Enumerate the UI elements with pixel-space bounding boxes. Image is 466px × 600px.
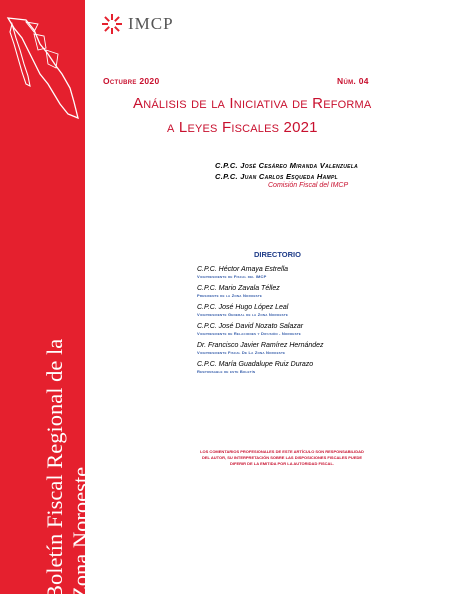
- authors: [215, 160, 358, 182]
- sidebar-title-line2: Zona Noroeste: [68, 466, 93, 600]
- document-title-line2: a Leyes Fiscales 2021: [167, 119, 318, 136]
- author-2: C.P.C. Juan Carlos Esqueda Hampl: [215, 172, 338, 181]
- document-title-line1: Análisis de la Iniciativa de Reforma: [133, 95, 372, 112]
- directory-member-role: Vicepresidente General de la Zona Noroeste: [197, 312, 289, 317]
- sidebar: [0, 0, 93, 600]
- directory-member-name: C.P.C. José David Nozato Salazar: [197, 323, 304, 330]
- directory-item: [197, 341, 324, 360]
- directory-member-name: C.P.C. José Hugo López Leal: [197, 304, 289, 311]
- directory-item: [197, 284, 324, 303]
- directory-list: [197, 265, 324, 379]
- directory-member-role: Vicepresidente de Fiscal del IMCP: [197, 274, 267, 279]
- disclaimer: LOS COMENTARIOS PROFESIONALES DE ESTE ARTÍCULO SON RESPONSABILIDAD DEL AUTOR, SU INTERPRETACIÓN SOBRE LAS DISPOSICIONES FISCALES PUEDE DIFERIR DE LA EMITIDA POR LA AUTORIDAD FISCAL.: [200, 449, 364, 466]
- logo-text: IMCP: [128, 14, 174, 33]
- directory-item: [197, 322, 324, 341]
- directory-member-role: Vicepresidente de Relaciones y Difusión - Noroeste: [197, 331, 302, 336]
- sidebar-title: [42, 339, 94, 600]
- directory-item: [197, 360, 324, 379]
- directory-member-role: Responsable de este Boletín: [197, 369, 256, 374]
- directory-member-name: C.P.C. Héctor Amaya Estrella: [197, 266, 289, 273]
- directory-member-role: Presidente de la Zona Noroeste: [197, 293, 263, 298]
- imcp-logo-icon: [102, 14, 122, 34]
- mexico-map-icon: [4, 14, 82, 124]
- issue-date: Octubre 2020: [103, 76, 160, 86]
- sidebar-title-line1: Boletín Fiscal Regional de la: [42, 338, 67, 600]
- directory-member-name: Dr. Francisco Javier Ramírez Hernández: [197, 342, 324, 349]
- commission-name: Comisión Fiscal del IMCP: [268, 182, 349, 189]
- directory-member-role: Vicepresidente Fiscal De La Zona Noroeste: [197, 350, 286, 355]
- issue-number: Núm. 04: [337, 76, 369, 86]
- directory-member-name: C.P.C. Mario Zavala Téllez: [197, 285, 280, 292]
- directory-member-name: C.P.C. María Guadalupe Ruiz Durazo: [197, 361, 314, 368]
- directory-heading: DIRECTORIO: [254, 250, 301, 259]
- imcp-logo: [102, 14, 174, 34]
- directory-item: [197, 265, 324, 284]
- directory-item: [197, 303, 324, 322]
- author-1: C.P.C. José Cesáreo Miranda Valenzuela: [215, 161, 359, 170]
